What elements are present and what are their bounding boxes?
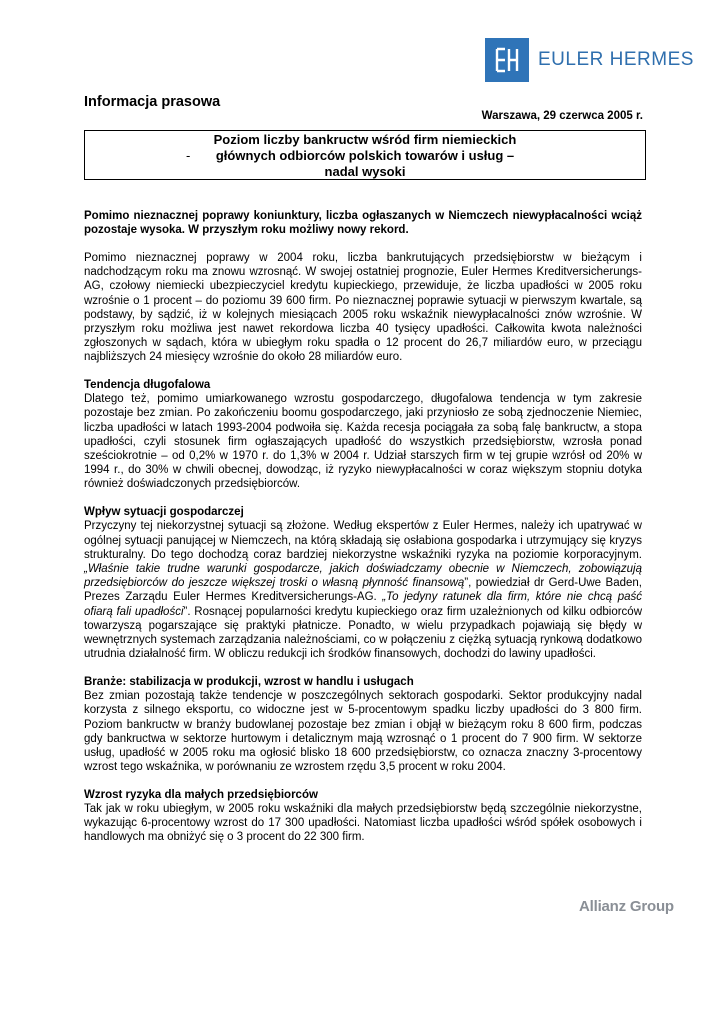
section-industries — [84, 675, 642, 774]
section-small-business-risk — [84, 788, 642, 845]
section-economic-impact — [84, 505, 642, 661]
lead-paragraph: Pomimo nieznacznej poprawy koniunktury, liczba ogłaszanych w Niemczech niewypłacalności wciąż pozostaje wysoka. W przyszłym roku możliwy nowy rekord. — [84, 210, 642, 237]
headline-dash: - — [186, 148, 191, 163]
press-release-label: Informacja prasowa — [84, 94, 221, 110]
section-heading: Branże: stabilizacja w produkcji, wzrost w handlu i usługach — [84, 675, 414, 688]
release-date: Warszawa, 29 czerwca 2005 r. — [481, 110, 643, 122]
headline-box — [84, 130, 646, 180]
text-run: Przyczyny tej niekorzystnej sytuacji są złożone. Według ekspertów z Euler Hermes, należy ich upatrywać w ogólnej sytuacji panującej w Niemczech, na którą składają się osłabiona gospodarka i utrzymujący się kryzys strukturalny. Do tego dochodzą coraz bardziej niekorzystne wskaźniki ryzyka na poziomie korporacyjnym. — [84, 520, 642, 561]
quote-ceo-1: „Właśnie takie trudne warunki gospodarcze, jakich doświadczamy obecnie w Niemczech, zobowiązują przedsiębiorców do jeszcze większej troski o własną płynność finansową — [84, 562, 642, 590]
headline-line-3: nadal wysoki — [324, 164, 406, 179]
text-run: ”. Rosnącej popularności kredytu kupieckiego oraz firm uzależnionych od kilku odbiorców towarzyszą pogarszające się praktyki płatnicze. Ponadto, w wielu przypadkach pojawiają się błędy w wewnętrznych systemach zarządzania należnościami, co w połączeniu z ciężką sytuacją rynkową dodatkowo utrudnia działalność firm. W obliczu redukcji ich środków finansowych, dochodzi do lawiny upadłości. — [84, 605, 643, 661]
section-long-term-trend — [84, 378, 642, 492]
euler-hermes-logo — [485, 38, 694, 82]
section-heading: Tendencja długofalowa — [84, 379, 211, 392]
intro-paragraph: Pomimo nieznacznej poprawy w 2004 roku, liczba bankrutujących przedsiębiorstw w bieżącym i nadchodzącym roku ma znowu wzrosnąć. W swojej ostatniej prognozie, Euler Hermes Kreditversicherungs-AG, czołowy niemiecki ubezpieczyciel kredytu kupieckiego, przewiduje, że liczba upadłości w 2005 roku wzrośnie o 1 procent – do poziomu 39 600 firm. Po nieznacznej poprawie sytuacji w pierwszym kwartale, są podstawy, by sądzić, iż w kolejnych miesiącach 2005 roku wskaźnik niewypłacalności znów wzrośnie. W przyszłym roku możliwa jest nawet rekordowa liczba 40 tysięcy upadłości. Całkowita kwota należności zgłoszonych w sądach, która w ubiegłym roku spadła o 12 procent do 26,7 miliardów euro, w przeciągu najbliższych 24 miesięcy wzrośnie do około 28 miliardów euro. — [84, 251, 642, 364]
headline-line-2: głównych odbiorców polskich towarów i usług – — [215, 148, 515, 163]
section-heading: Wzrost ryzyka dla małych przedsiębiorców — [84, 788, 318, 801]
section-text: Tak jak w roku ubiegłym, w 2005 roku wskaźniki dla małych przedsiębiorstw będą szczególnie niekorzystne, wykazując 6-procentowy wzrost do 17 300 upadłości. Natomiast liczba upadłości wśród spółek osobowych i handlowych ma obniżyć się o 3 procent do 22 300 firm. — [84, 803, 642, 844]
logo-text: EULER HERMES — [538, 49, 694, 70]
section-heading: Wpływ sytuacji gospodarczej — [84, 506, 244, 519]
quote-ceo-2: „To jedyny ratunek dla firm, które nie chcą paść ofiarą fali upadłości — [84, 591, 642, 618]
section-text: Dlatego też, pomimo umiarkowanego wzrostu gospodarczego, długofalowa tendencja w tym zakresie pozostaje bez zmian. Po zakończeniu boomu gospodarczego, jaki przyniosło ze sobą zjednoczenie Niemiec, liczba upadłości w latach 1993-2004 podwoiła się. Każda recesja pociągała za sobą falę bankructw, a stopa upadłości, czyli stosunek firm ogłaszających upadłość do wszystkich przedsiębiorstw, wzrosła ponad sześciokrotnie – od 0,2% w 1970 r. do 1,3% w 2004 r. Udział starszych firm w tej grupie wzrósł od 20% w 1994 r., do 30% w chwili obecnej, dowodząc, iż ryzyko niewypłacalności w coraz większym stopniu dotyka również doświadczonych przedsiębiorców. — [84, 393, 642, 491]
article-body — [84, 209, 642, 858]
section-text — [84, 519, 642, 661]
allianz-group-logo: Allianz Group — [579, 898, 674, 915]
headline-line-1: Poziom liczby bankructw wśród firm niemieckich — [213, 132, 517, 147]
eh-monogram-icon — [485, 38, 529, 82]
section-text: Bez zmian pozostają także tendencje w poszczególnych sektorach gospodarki. Sektor produkcyjny nadal korzysta z silnego eksportu, co widoczne jest w 5-procentowym spadku liczby upadłości do 3 800 firm. Poziom bankructw w branży budowlanej pozostaje bez zmian i objął w bieżącym roku 8 600 firm, podczas gdy bankructwa w sektorze hurtowym i detalicznym mają wzrosnąć o 1 procent do 7 900 firm. W sektorze usług, upadłość w 2005 roku ma ogłosić blisko 18 600 przedsiębiorstw, co oznacza znaczny 3-procentowy wzrost tego wskaźnika, w porównaniu ze wzrostem rzędu 3,5 procent w roku 2004. — [84, 690, 642, 774]
text-run: ”, powiedział dr Gerd-Uwe Baden, Prezes Zarządu Euler Hermes Kreditversicherungs-AG. — [84, 577, 642, 604]
